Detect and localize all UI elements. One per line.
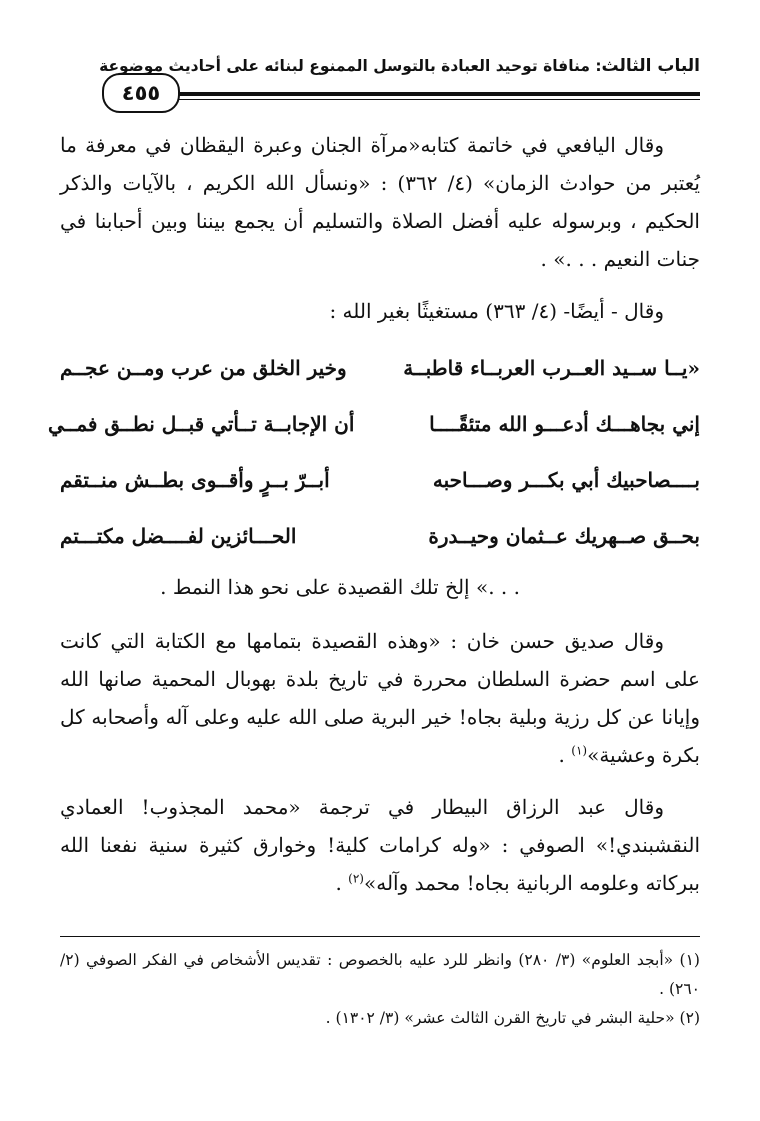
paragraph-bitar <box>60 788 700 902</box>
paragraph-yafii-2: وقال - أيضًا- (٤/ ٣٦٣) مستغيثًا بغير الله : <box>329 299 664 323</box>
verse-second-hemistich: أبــرّ بــرٍ وأقــوى بطــش منــتقم <box>60 468 330 492</box>
poem <box>47 340 700 564</box>
footnote-2: (٢) «حلية البشر في تاريخ القرن الثالث عشر» (٣/ ١٣٠٢) . <box>325 1009 700 1027</box>
poem-verse <box>60 508 700 564</box>
poem-verse <box>60 452 700 508</box>
after-poem-text: . . .» إلخ تلك القصيدة على نحو هذا النمط . <box>160 575 520 599</box>
paragraph-yafii: وقال اليافعي في خاتمة كتابه«مرآة الجنان وعبرة اليقظان في معرفة ما يُعتبر من حوادث الزمان» (٤/ ٣٦٢) : «ونسأل الله الكريم ، بالآيات والذكر الحكيم ، وبرسوله عليه أفضل الصلاة والتسليم أن يجمع بيننا وبين أحبابنا في جنات النعيم . . .» . <box>60 133 700 271</box>
main-text <box>47 126 700 908</box>
footnote-1: (١) «أبجد العلوم» (٣/ ٢٨٠) وانظر للرد عليه بالخصوص : تقديس الأشخاص في الفكر الصوفي (٢/ ٢٦٠) . <box>60 951 700 998</box>
running-title <box>99 56 700 76</box>
footnotes <box>60 946 700 1033</box>
paragraph-siddiq-text: وقال صديق حسن خان : «وهذه القصيدة بتمامها مع الكتابة التي كانت على اسم حضرة السلطان محررة في تاريخ بلدة بهوبال المحمية صانها الله وإيانا عن كل رزية وبلية بجاه! خير البرية صلى الله عليه وعلى آله وأصحابه كل بكرة وعشية» <box>60 629 700 767</box>
header-rule-thin <box>162 99 700 100</box>
header-rule-thick <box>162 92 700 96</box>
paragraph-siddiq <box>60 622 700 774</box>
footnote-ref-2: (٢) <box>348 871 364 886</box>
poem-verse <box>47 396 700 452</box>
verse-first-hemistich: «يــا ســيد العــرب العربــاء قاطبــة <box>403 356 700 380</box>
footnote-separator <box>60 936 700 937</box>
paragraph-bitar-end: . <box>335 871 349 895</box>
page-header <box>92 52 700 108</box>
verse-first-hemistich: إني بجاهـــك أدعـــو الله متئقًــــا <box>429 412 700 436</box>
verse-first-hemistich: بــــصاحبيك أبي بكـــر وصـــاحبه <box>432 468 700 492</box>
verse-second-hemistich: الحـــائزين لفــــضل مكتـــتم <box>60 524 297 548</box>
page-number-text: ٤٥٥ <box>121 81 161 105</box>
footnote-ref-1: (١) <box>571 743 588 758</box>
verse-second-hemistich: وخير الخلق من عرب ومــن عجــم <box>60 356 347 380</box>
poem-verse <box>60 340 700 396</box>
chapter-title: : منافاة توحيد العبادة بالتوسل الممنوع لبنائه على أحاديث موضوعة <box>99 57 602 75</box>
paragraph-siddiq-end: . <box>558 743 572 767</box>
chapter-label: الباب الثالث <box>601 56 700 76</box>
verse-first-hemistich: بحــق صــهريك عــثمان وحيــدرة <box>428 524 700 548</box>
paragraph-bitar-text: وقال عبد الرزاق البيطار في ترجمة «محمد المجذوب! العمادي النقشبندي!» الصوفي : «وله كرامات كلية! وخوارق كثيرة سنية نفعنا الله ببركاته وعلومه الربانية بجاه! محمد وآله» <box>60 795 700 895</box>
verse-second-hemistich: أن الإجابــة تــأتي قبــل نطــق فمــي <box>47 412 355 436</box>
page-number <box>102 73 180 113</box>
